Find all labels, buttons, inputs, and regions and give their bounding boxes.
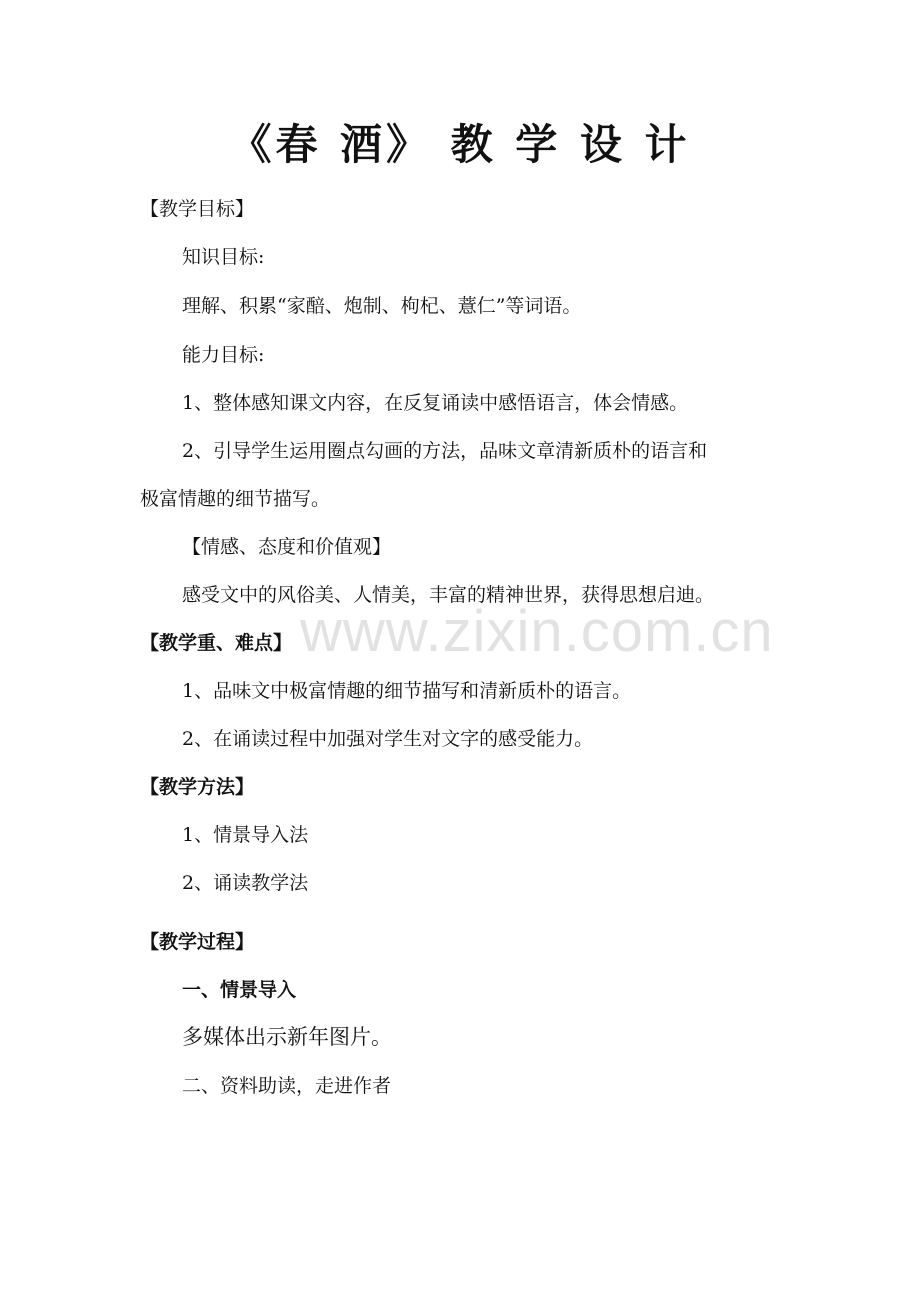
ability-goal-item-1: 1、整体感知课文内容，在反复诵读中感悟语言，体会情感。 (182, 392, 689, 414)
ability-goal-label: 能力目标: (182, 344, 265, 366)
ability-goal-item-2-continued: 极富情趣的细节描写。 (140, 488, 331, 510)
document-title: 《春 酒》 教 学 设 计 (229, 120, 691, 169)
section-heading-methods: 【教学方法】 (140, 776, 255, 798)
process-step-1-text: 多媒体出示新年图片。 (182, 1025, 392, 1049)
key-point-item-1: 1、品味文中极富情趣的细节描写和清新质朴的语言。 (182, 680, 632, 702)
emotion-goal-label: 【情感、态度和价值观】 (182, 536, 392, 558)
key-point-item-2: 2、在诵读过程中加强对学生对文字的感受能力。 (182, 728, 594, 750)
method-item-1: 1、情景导入法 (182, 824, 309, 846)
knowledge-goal-label: 知识目标: (182, 246, 265, 268)
process-step-1-heading: 一、情景导入 (182, 979, 297, 1001)
emotion-goal-text: 感受文中的风俗美、人情美，丰富的精神世界，获得思想启迪。 (182, 584, 715, 606)
process-step-2-heading: 二、资料助读，走进作者 (182, 1075, 392, 1097)
watermark: www.zixin.com.cn (300, 599, 774, 664)
section-heading-objectives: 【教学目标】 (140, 198, 255, 220)
section-heading-process: 【教学过程】 (140, 931, 255, 953)
ability-goal-item-2: 2、引导学生运用圈点勾画的方法，品味文章清新质朴的语言和 (182, 440, 708, 462)
knowledge-goal-text: 理解、积累“家醅、炮制、枸杞、薏仁”等词语。 (182, 295, 582, 317)
method-item-2: 2、诵读教学法 (182, 872, 309, 894)
section-heading-key-points: 【教学重、难点】 (140, 632, 293, 654)
